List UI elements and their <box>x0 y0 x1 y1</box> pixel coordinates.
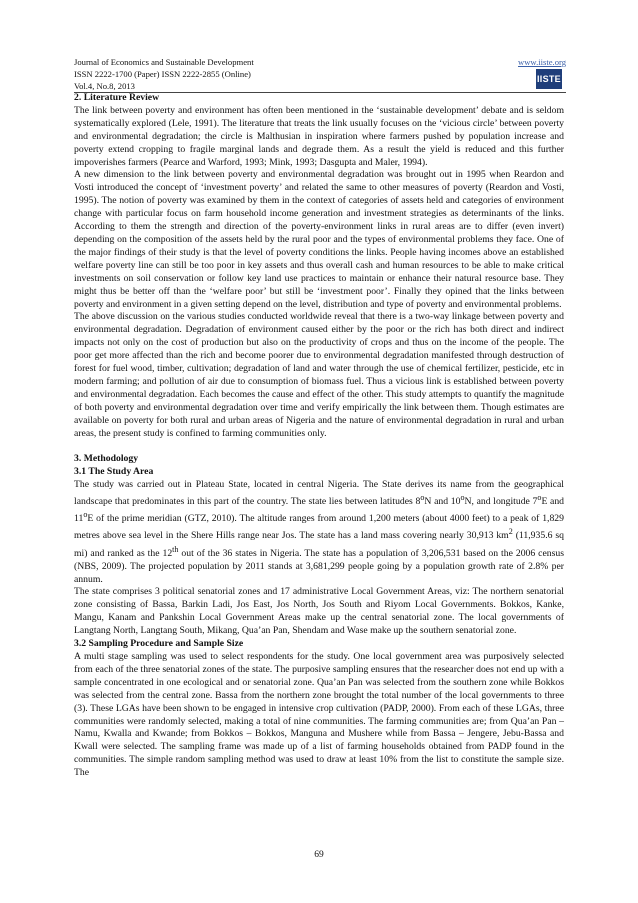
paragraph: A new dimension to the link between poverty and environmental degradation was brought out in 1995 when Reardon and Vosti introduced the concept of ‘investment poverty’ and related the same to other measures of poverty (Reardon and Vosti, 1995). The notion of poverty was examined by them in the context of categories of assets held and categories of environment change with particular focus on farm household income generation and investment strategies as determinants of the links. According to them the strength and direction of the poverty-environment links in rural areas are to differ (even invert) depending on the composition of the assets held by the rural poor and the types of environmental problems they face. One of the major findings of their study is that the level of poverty conditions the links. People having incomes above an established welfare poverty line can still be too poor in key assets and thus overall cash and human resources to be able to make critical investments on soil conservation or follow key land use practices to maintain or enhance their natural resource base. They might thus be better off than the ‘welfare poor’ but still be ‘investment poor’. Finally they opined that the links between poverty and environment in a given setting depend on the level, distribution and type of poverty and environmental problems. <box>74 169 564 310</box>
paragraph: The state comprises 3 political senatorial zones and 17 administrative Local Government Areas, viz: The northern senatorial zone consisting of Bassa, Barkin Ladi, Jos East, Jos North, Jos South and Riyom Local Governments. Bokkos, Kanke, Mangu, Kanam and Pankshin Local Government Areas make up the central senatorial zone. The local governments of Langtang North, Langtang South, Mikang, Qua’an Pan, Shendam and Wase make up the southern senatorial zone. <box>74 586 564 637</box>
page-number: 69 <box>314 850 324 860</box>
subsection-heading-sampling: 3.2 Sampling Procedure and Sample Size <box>74 638 244 650</box>
section-gap <box>74 440 564 453</box>
journal-name: Journal of Economics and Sustainable Development <box>74 57 254 67</box>
subsection-heading-study-area: 3.1 The Study Area <box>74 466 154 478</box>
running-header <box>74 56 566 92</box>
paragraph-study-area: The study was carried out in Plateau State, located in central Nigeria. The State derives its name from the geographical landscape that predominates in this part of the country. The state lies between latitudes 8$^o$N and 10$^o$N, and longitude 7$^o$E and 11$^o$E of the prime meridian (GTZ, 2010). The altitude ranges from around 1,200 meters (about 4000 feet) to a peak of 1,829 metres above sea level in the Shere Hills range near Jos. The state has a land mass covering nearly 30,913 $km^2$ (11,935.6 sq mi) and ranked as the 12th out of the 36 states in Nigeria. The state has a population of 3,206,531 based on the 2006 census (NBS, 2009). The projected population by 2011 stands at 3,681,299 people going by a population growth rate of 2.8% per annum. <box>74 479 565 585</box>
paragraph: The above discussion on the various studies conducted worldwide reveal that there is a two-way linkage between poverty and environmental degradation. Degradation of environment caused either by the poor or the rich has both direct and indirect impacts not only on the cost of production but also on the productivity of crops and thus on the income of the people. The poor get more affected than the rich and become poorer due to environmental degradation manifested through destruction of forest for fuel wood, timber, cultivation; degradation of land and water through the use of chemical fertilizer, pesticide, etc in modern farming; and pollution of air due to consumption of biomass fuel. Thus a vicious link is established between poverty and environmental degradation. Each becomes the cause and effect of the other. This study attempts to quantify the magnitude of both poverty and environmental degradation over time and verify empirically the link between them. Though estimates are available on poverty for both rural and urban areas of Nigeria and the nature of environmental degradation in rural and urban areas, the present study is confined to farming communities only. <box>74 311 564 439</box>
iiste-logo: IISTE <box>536 69 562 89</box>
journal-url-link[interactable]: www.iiste.org <box>518 57 566 67</box>
volume-line: Vol.4, No.8, 2013 <box>74 81 135 91</box>
paragraph: The link between poverty and environment has often been mentioned in the ‘sustainable development’ debate and is seldom systematically explored (Lele, 1991). The literature that treats the link usually focuses on the ‘vicious circle’ between poverty and environmental degradation; the circle is Malthusian in inspiration where farmers pushed by population increase and poverty extend cropping to fragile marginal lands and degrade them. As a result the yield is reduced and this further impoverishes farmers (Pearce and Warford, 1993; Mink, 1993; Dasgupta and Maler, 1994). <box>74 104 564 168</box>
issn-line: ISSN 2222-1700 (Paper) ISSN 2222-2855 (Online) <box>74 69 251 79</box>
section-heading-literature-review: 2. Literature Review <box>74 92 160 103</box>
paragraph: A multi stage sampling was used to select respondents for the study. One local government area was purposively selected from each of the three senatorial zones of the state. The purposive sampling ensures that the researcher does not end up with a sample concentrated in one ecological and or senatorial zone. Qua’an Pan was selected from the southern zone while Bokkos was selected from the central zone. Bassa from the northern zone brought the total number of the local governments to three (3). These LGAs have been shown to be engaged in intensive crop cultivation (PADP, 2000). From each of these LGAs, three communities were randomly selected, making a total of nine communities. The farming communities are; from Qua’an Pan – Namu, Kwalla and Kwande; from Bokkos – Bokkos, Manguna and Mushere while from Bassa – Jengere, Jebu-Bassa and Kwall were selected. The sampling frame was made up of a list of farming households obtained from PADP found in the communities. The simple random sampling method was used to draw at least 10% from the list to constitute the sample size. The <box>74 650 564 779</box>
section-heading-methodology: 3. Methodology <box>74 453 139 465</box>
article-body <box>74 92 564 780</box>
